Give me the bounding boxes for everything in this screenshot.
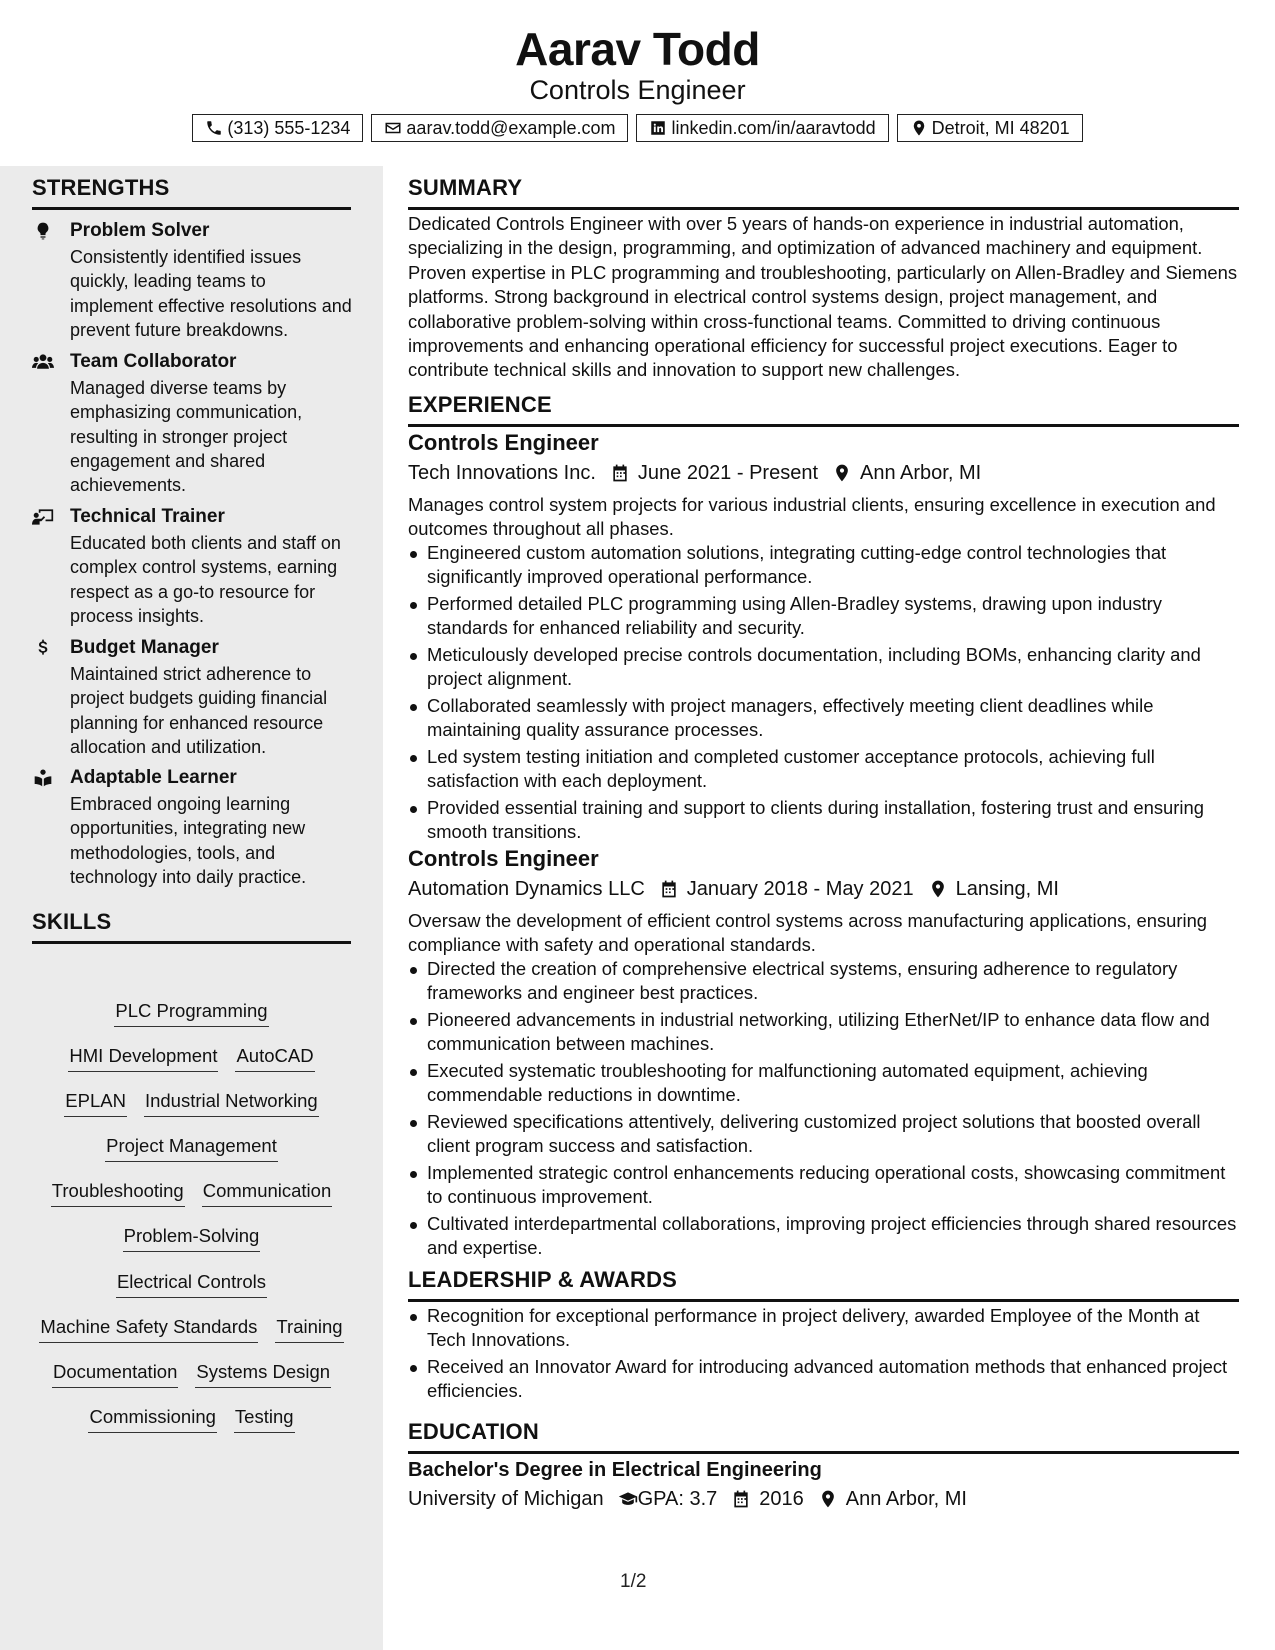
strength-title: Budget Manager bbox=[70, 637, 219, 658]
page-number: 1/2 bbox=[620, 1571, 647, 1592]
leadership-bullets bbox=[408, 1304, 1240, 1406]
job-location: Lansing, MI bbox=[955, 878, 1059, 900]
job-dates: June 2021 - Present bbox=[637, 462, 819, 484]
skill-row bbox=[32, 1223, 351, 1268]
strength-description: Consistently identified issues quickly, leading teams to implement effective resolutions and prevent future breakdowns. bbox=[70, 247, 352, 340]
bullet-item: Provided essential training and support to clients during installation, fostering trust and ensuring smooth transitions. bbox=[408, 796, 1240, 845]
bullet-item: Pioneered advancements in industrial networking, utilizing EtherNet/IP to enhance data flow and communication between machines. bbox=[408, 1008, 1240, 1057]
skill-tag: HMI Development bbox=[68, 1043, 218, 1072]
skill-row bbox=[32, 1043, 351, 1088]
map-pin-icon bbox=[818, 1489, 838, 1509]
bullet-item: Implemented strategic control enhancements reducing operational costs, showcasing commitment to continuous improvement. bbox=[408, 1161, 1240, 1210]
skills-heading: SKILLS bbox=[32, 909, 351, 944]
bullet-item: Meticulously developed precise controls documentation, including BOMs, enhancing clarity and project alignment. bbox=[408, 643, 1240, 692]
job-dates: January 2018 - May 2021 bbox=[686, 878, 914, 900]
skill-row bbox=[32, 1133, 351, 1178]
job-title: Controls Engineer bbox=[408, 846, 599, 871]
linkedin-icon bbox=[649, 119, 667, 137]
skill-tag: Industrial Networking bbox=[144, 1088, 319, 1117]
envelope-icon bbox=[384, 119, 402, 137]
bullet-item: Directed the creation of comprehensive electrical systems, ensuring adherence to regulatory frameworks and engineer best practices. bbox=[408, 957, 1240, 1006]
job-bullets bbox=[408, 957, 1240, 1263]
bullet-item: Collaborated seamlessly with project managers, effectively meeting client deadlines while maintaining quality assurance processes. bbox=[408, 694, 1240, 743]
bullet-item: Led system testing initiation and completed customer acceptance protocols, achieving full satisfaction with each deployment. bbox=[408, 745, 1240, 794]
skill-tag: Documentation bbox=[52, 1359, 178, 1388]
job-description: Manages control system projects for various industrial clients, ensuring excellence in execution and outcomes throughout all phases. bbox=[408, 494, 1216, 540]
candidate-role: Controls Engineer bbox=[529, 75, 746, 105]
contact-phone bbox=[192, 114, 363, 142]
degree-title: Bachelor's Degree in Electrical Engineering bbox=[408, 1459, 822, 1481]
contact-linkedin-text: linkedin.com/in/aaravtodd bbox=[671, 117, 876, 138]
skill-row bbox=[32, 1404, 351, 1449]
strength-title: Problem Solver bbox=[70, 220, 210, 241]
job-meta bbox=[408, 875, 1059, 903]
lightbulb-icon bbox=[32, 221, 56, 243]
skills-list bbox=[32, 998, 351, 1449]
dollar-icon bbox=[32, 638, 56, 660]
skill-tag: AutoCAD bbox=[235, 1043, 314, 1072]
job-company: Tech Innovations Inc. bbox=[408, 462, 596, 484]
skill-tag: Communication bbox=[202, 1178, 333, 1207]
skill-tag: Project Management bbox=[105, 1133, 278, 1162]
skill-tag: PLC Programming bbox=[114, 998, 268, 1027]
strength-description: Educated both clients and staff on complex control systems, earning respect as a go-to resource for process insights. bbox=[70, 533, 341, 626]
contact-phone-text: (313) 555-1234 bbox=[227, 117, 351, 138]
map-pin-icon bbox=[910, 119, 928, 137]
education-heading: EDUCATION bbox=[408, 1419, 1239, 1454]
education-location: Ann Arbor, MI bbox=[845, 1488, 967, 1510]
bullet-item: Executed systematic troubleshooting for malfunctioning automated equipment, achieving commendable reductions in downtime. bbox=[408, 1059, 1240, 1108]
job-location: Ann Arbor, MI bbox=[860, 462, 982, 484]
bullet-item: Engineered custom automation solutions, integrating cutting-edge control technologies that significantly improved operational performance. bbox=[408, 541, 1240, 590]
contact-location bbox=[897, 114, 1083, 142]
calendar-icon bbox=[731, 1489, 751, 1509]
education-year: 2016 bbox=[759, 1488, 804, 1510]
chalkboard-teacher-icon bbox=[32, 507, 56, 529]
resume-header bbox=[0, 0, 1275, 166]
summary-text: Dedicated Controls Engineer with over 5 years of hands-on experience in industrial automation, specializing in the design, programming, and optimization of advanced machinery and equipment. Proven expertise in PLC programming and troubleshooting, particularly on Allen-Bradley and Siemens platforms. Strong background in electrical control systems design, project management, and collaborative problem-solving within cross-functional teams. Committed to driving continuous improvements and enhancing operational efficiency for successful project executions. Eager to contribute technical skills and innovation to support new challenges. bbox=[408, 213, 1238, 381]
bullet-item: Received an Innovator Award for introducing advanced automation methods that enhanced project efficiencies. bbox=[408, 1355, 1240, 1404]
education-gpa: GPA: 3.7 bbox=[637, 1488, 718, 1510]
candidate-name: Aarav Todd bbox=[515, 23, 760, 75]
strength-description: Embraced ongoing learning opportunities, integrating new methodologies, tools, and technology into daily practice. bbox=[70, 794, 307, 887]
job-title: Controls Engineer bbox=[408, 430, 599, 455]
skill-row bbox=[32, 1359, 351, 1404]
contact-linkedin bbox=[636, 114, 888, 142]
skill-tag: Problem-Solving bbox=[123, 1223, 261, 1252]
job-description: Oversaw the development of efficient control systems across manufacturing applications, ensuring compliance with safety and operational standards. bbox=[408, 910, 1208, 956]
map-pin-icon bbox=[832, 463, 852, 483]
skill-tag: Testing bbox=[234, 1404, 295, 1433]
experience-heading: EXPERIENCE bbox=[408, 392, 1239, 427]
school-name: University of Michigan bbox=[408, 1488, 604, 1510]
contact-email bbox=[371, 114, 628, 142]
job-meta bbox=[408, 459, 981, 487]
skill-row bbox=[32, 1178, 351, 1223]
strength-title: Team Collaborator bbox=[70, 351, 237, 372]
strengths-heading: STRENGTHS bbox=[32, 175, 351, 210]
graduation-cap-icon bbox=[618, 1489, 638, 1509]
contact-email-text: aarav.todd@example.com bbox=[406, 117, 616, 138]
skill-row bbox=[32, 1269, 351, 1314]
summary-heading: SUMMARY bbox=[408, 175, 1239, 210]
job-company: Automation Dynamics LLC bbox=[408, 878, 645, 900]
book-reader-icon bbox=[32, 768, 56, 790]
strength-description: Managed diverse teams by emphasizing communication, resulting in stronger project engagement and shared achievements. bbox=[70, 378, 303, 496]
users-icon bbox=[32, 352, 56, 374]
skill-tag: Commissioning bbox=[88, 1404, 216, 1433]
strength-title: Technical Trainer bbox=[70, 506, 225, 527]
skill-row bbox=[32, 998, 351, 1043]
skill-tag: Training bbox=[275, 1314, 343, 1343]
phone-icon bbox=[205, 119, 223, 137]
skill-tag: Electrical Controls bbox=[116, 1269, 267, 1298]
skill-row bbox=[32, 1314, 351, 1359]
bullet-item: Cultivated interdepartmental collaborations, improving project efficiencies through shared resources and expertise. bbox=[408, 1212, 1240, 1261]
leadership-heading: LEADERSHIP & AWARDS bbox=[408, 1267, 1239, 1302]
education-meta bbox=[408, 1485, 967, 1513]
job-bullets bbox=[408, 541, 1240, 847]
calendar-icon bbox=[610, 463, 630, 483]
bullet-item: Recognition for exceptional performance in project delivery, awarded Employee of the Month at Tech Innovations. bbox=[408, 1304, 1240, 1353]
strength-title: Adaptable Learner bbox=[70, 767, 237, 788]
bullet-item: Performed detailed PLC programming using Allen-Bradley systems, drawing upon industry standards for enhanced reliability and security. bbox=[408, 592, 1240, 641]
skill-tag: EPLAN bbox=[64, 1088, 127, 1117]
skill-row bbox=[32, 1088, 351, 1133]
contact-location-text: Detroit, MI 48201 bbox=[931, 117, 1070, 138]
strength-description: Maintained strict adherence to project budgets guiding financial planning for enhanced resource allocation and utilization. bbox=[70, 664, 328, 757]
contact-bar bbox=[0, 114, 1275, 142]
skill-tag: Troubleshooting bbox=[51, 1178, 185, 1207]
skill-tag: Machine Safety Standards bbox=[39, 1314, 258, 1343]
map-pin-icon bbox=[928, 879, 948, 899]
bullet-item: Reviewed specifications attentively, delivering customized project solutions that boosted overall client program success and satisfaction. bbox=[408, 1110, 1240, 1159]
skill-tag: Systems Design bbox=[195, 1359, 331, 1388]
calendar-icon bbox=[659, 879, 679, 899]
